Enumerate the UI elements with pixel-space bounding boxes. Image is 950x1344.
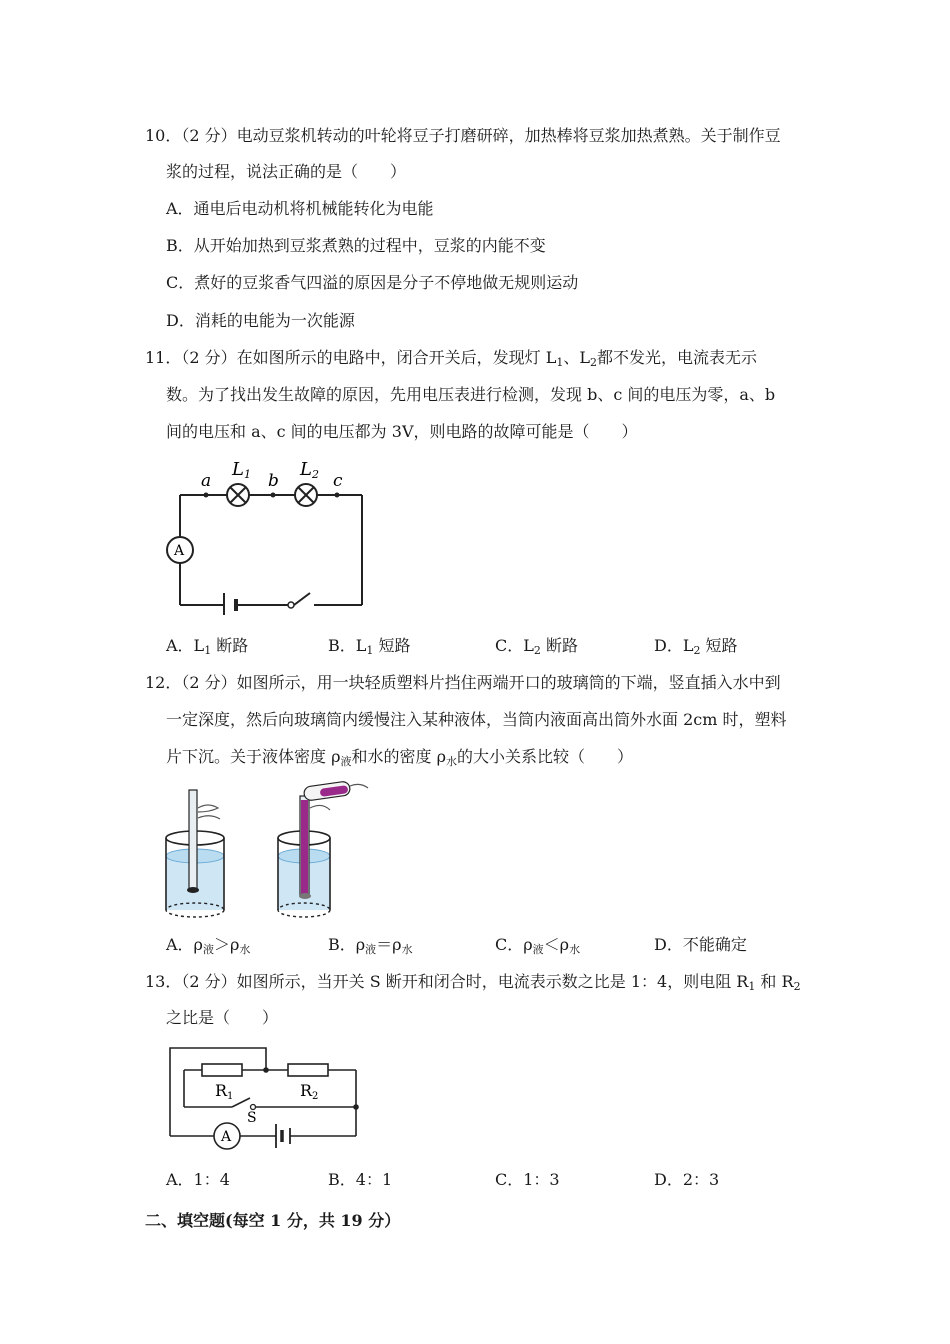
q13-resistor-r2-label: R2 xyxy=(300,1081,319,1102)
q10-option-c: C．煮好的豆浆香气四溢的原因是分子不停地做无规则运动 xyxy=(166,273,579,292)
q12-stem-line3: 片下沉。关于液体密度 $\rho_液$和水的密度 $\rho_水$的大小关系比较（ ） xyxy=(166,747,634,768)
q13-option-c: C．1：3 xyxy=(495,1170,560,1189)
q12-option-a: A．$\rho_液>\rho_水$ xyxy=(166,935,251,956)
q10-option-d: D．消耗的电能为一次能源 xyxy=(166,311,355,330)
q13-ammeter-label: A xyxy=(221,1129,232,1145)
q12-option-d: D．不能确定 xyxy=(654,935,747,954)
q13-option-a: A．1：4 xyxy=(166,1170,230,1189)
q13-circuit-diagram xyxy=(160,1040,370,1160)
q13-option-d: D．2：3 xyxy=(654,1170,720,1189)
q11-lamp-l1-label: L1 xyxy=(232,459,251,481)
q12-stem-line1: 12．（2 分）如图所示，用一块轻质塑料片挡住两端开口的玻璃筒的下端，竖直插入水中到 xyxy=(145,673,781,692)
q12-beaker-figure xyxy=(160,778,380,928)
q10-stem-line1: 10．（2 分）电动豆浆机转动的叶轮将豆子打磨研碎，加热棒将豆浆加热煮熟。关于制作豆 xyxy=(145,126,781,145)
q13-stem-line1: 13．（2 分）如图所示，当开关 S 断开和闭合时，电流表示数之比是 1：4，则电阻 $R_1$ 和 $R_2$ xyxy=(145,972,801,993)
q13-stem-line2: 之比是（ ） xyxy=(166,1008,279,1027)
q13-resistor-r1-label: R1 xyxy=(215,1081,234,1102)
q10-stem-line2: 浆的过程，说法正确的是（ ） xyxy=(166,162,407,181)
q11-point-b: b xyxy=(268,471,279,491)
q11-option-a: A．$L_1$ 断路 xyxy=(166,636,249,657)
q11-stem-line3: 间的电压和 a、c 间的电压都为 3V，则电路的故障可能是（ ） xyxy=(166,422,638,441)
q13-switch-label: S xyxy=(247,1110,257,1126)
q11-stem-line1: 11．（2 分）在如图所示的电路中，闭合开关后，发现灯 $L_1$、$L_2$都不发光，电流表无示 xyxy=(145,348,757,369)
q11-option-c: C．$L_2$ 断路 xyxy=(495,636,578,657)
q11-stem-line2: 数。为了找出发生故障的原因，先用电压表进行检测，发现 b、c 间的电压为零，a、b xyxy=(166,385,776,404)
q11-point-a: a xyxy=(201,471,212,491)
section-2-heading: 二、填空题(每空 1 分，共 19 分） xyxy=(145,1211,401,1230)
q13-option-b: B．4：1 xyxy=(328,1170,393,1189)
q11-point-c: c xyxy=(333,471,343,491)
q11-ammeter-label: A xyxy=(174,543,185,559)
q12-stem-line2: 一定深度，然后向玻璃筒内缓慢注入某种液体，当筒内液面高出筒外水面 2cm 时，塑料 xyxy=(166,710,787,729)
q11-circuit-diagram xyxy=(160,455,375,615)
q12-option-b: B．$\rho_液=\rho_水$ xyxy=(328,935,413,956)
q12-option-c: C．$\rho_液<\rho_水$ xyxy=(495,935,581,956)
q11-option-b: B．$L_1$ 短路 xyxy=(328,636,411,657)
q10-option-a: A．通电后电动机将机械能转化为电能 xyxy=(166,199,434,218)
q11-lamp-l2-label: L2 xyxy=(300,459,319,481)
q10-option-b: B．从开始加热到豆浆煮熟的过程中，豆浆的内能不变 xyxy=(166,236,546,255)
q11-option-d: D．$L_2$ 短路 xyxy=(654,636,738,657)
